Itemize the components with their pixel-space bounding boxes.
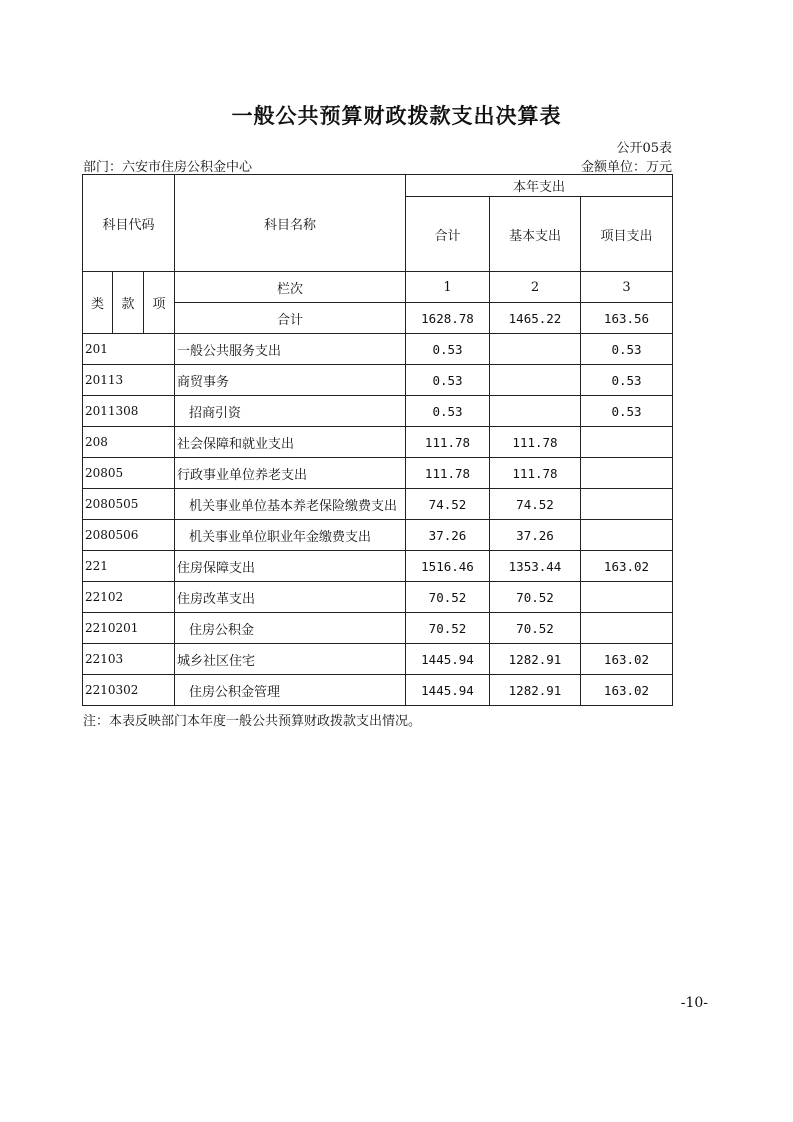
sum-basic: 1465.22 xyxy=(490,303,581,334)
row-project xyxy=(581,613,673,644)
table-row xyxy=(83,365,673,396)
row-code: 2210201 xyxy=(83,613,175,644)
row-name: 住房公积金 xyxy=(175,613,406,644)
table-row xyxy=(83,458,673,489)
table-row xyxy=(83,613,673,644)
row-total: 74.52 xyxy=(406,489,490,520)
header-basic: 基本支出 xyxy=(490,197,581,272)
row-total: 1445.94 xyxy=(406,675,490,706)
table-row xyxy=(83,489,673,520)
row-name: 机关事业单位职业年金缴费支出 xyxy=(175,520,406,551)
row-name: 社会保障和就业支出 xyxy=(175,427,406,458)
row-total: 37.26 xyxy=(406,520,490,551)
row-code: 201 xyxy=(83,334,175,365)
header-project: 项目支出 xyxy=(581,197,673,272)
table-row xyxy=(83,675,673,706)
row-name: 机关事业单位基本养老保险缴费支出 xyxy=(175,489,406,520)
row-project xyxy=(581,520,673,551)
row-basic xyxy=(490,334,581,365)
row-name: 城乡社区住宅 xyxy=(175,644,406,675)
row-code: 22103 xyxy=(83,644,175,675)
table-row xyxy=(83,551,673,582)
sum-project: 163.56 xyxy=(581,303,673,334)
row-basic xyxy=(490,365,581,396)
header-kuan: 款 xyxy=(113,272,144,334)
row-basic: 1353.44 xyxy=(490,551,581,582)
row-code: 221 xyxy=(83,551,175,582)
page-number: -10- xyxy=(680,995,708,1011)
row-project xyxy=(581,489,673,520)
row-name: 招商引资 xyxy=(175,396,406,427)
department-label: 部门：六安市住房公积金中心 xyxy=(83,160,253,175)
sum-total: 1628.78 xyxy=(406,303,490,334)
row-code: 2080505 xyxy=(83,489,175,520)
row-name: 一般公共服务支出 xyxy=(175,334,406,365)
row-basic: 70.52 xyxy=(490,582,581,613)
header-lei: 类 xyxy=(83,272,113,334)
page-title: 一般公共预算财政拨款支出决算表 xyxy=(231,104,562,128)
table-row xyxy=(83,396,673,427)
row-code: 2210302 xyxy=(83,675,175,706)
row-project: 163.02 xyxy=(581,551,673,582)
row-project: 0.53 xyxy=(581,396,673,427)
row-total: 0.53 xyxy=(406,365,490,396)
row-project xyxy=(581,427,673,458)
row-code: 2011308 xyxy=(83,396,175,427)
column-number-3: 3 xyxy=(581,272,673,303)
row-total: 0.53 xyxy=(406,334,490,365)
column-number-1: 1 xyxy=(406,272,490,303)
row-code: 20113 xyxy=(83,365,175,396)
row-total: 1445.94 xyxy=(406,644,490,675)
header-xiang: 项 xyxy=(144,272,175,334)
table-row xyxy=(83,334,673,365)
row-project xyxy=(581,458,673,489)
row-name: 住房保障支出 xyxy=(175,551,406,582)
row-total: 111.78 xyxy=(406,427,490,458)
row-name: 住房改革支出 xyxy=(175,582,406,613)
row-project: 0.53 xyxy=(581,334,673,365)
row-project: 163.02 xyxy=(581,644,673,675)
row-project: 0.53 xyxy=(581,365,673,396)
column-number-2: 2 xyxy=(490,272,581,303)
row-basic xyxy=(490,396,581,427)
row-name: 住房公积金管理 xyxy=(175,675,406,706)
row-basic: 111.78 xyxy=(490,427,581,458)
row-name: 商贸事务 xyxy=(175,365,406,396)
row-code: 208 xyxy=(83,427,175,458)
table-row xyxy=(83,582,673,613)
row-total: 70.52 xyxy=(406,582,490,613)
row-total: 70.52 xyxy=(406,613,490,644)
footnote: 注：本表反映部门本年度一般公共预算财政拨款支出情况。 xyxy=(83,714,422,729)
row-total: 0.53 xyxy=(406,396,490,427)
header-code: 科目代码 xyxy=(83,175,175,272)
unit-label: 金额单位：万元 xyxy=(580,160,672,175)
sum-label: 合计 xyxy=(175,303,406,334)
row-basic: 74.52 xyxy=(490,489,581,520)
header-name: 科目名称 xyxy=(175,175,406,272)
header-current-year: 本年支出 xyxy=(406,175,673,197)
table-row xyxy=(83,520,673,551)
form-number: 公开05表 xyxy=(616,141,672,156)
header-total: 合计 xyxy=(406,197,490,272)
row-basic: 1282.91 xyxy=(490,675,581,706)
row-project: 163.02 xyxy=(581,675,673,706)
row-total: 1516.46 xyxy=(406,551,490,582)
row-code: 20805 xyxy=(83,458,175,489)
row-code: 22102 xyxy=(83,582,175,613)
table-row xyxy=(83,644,673,675)
row-code: 2080506 xyxy=(83,520,175,551)
row-project xyxy=(581,582,673,613)
row-basic: 37.26 xyxy=(490,520,581,551)
row-name: 行政事业单位养老支出 xyxy=(175,458,406,489)
budget-table xyxy=(82,174,673,706)
table-row xyxy=(83,427,673,458)
row-basic: 111.78 xyxy=(490,458,581,489)
row-basic: 70.52 xyxy=(490,613,581,644)
row-total: 111.78 xyxy=(406,458,490,489)
column-row-label: 栏次 xyxy=(175,272,406,303)
row-basic: 1282.91 xyxy=(490,644,581,675)
